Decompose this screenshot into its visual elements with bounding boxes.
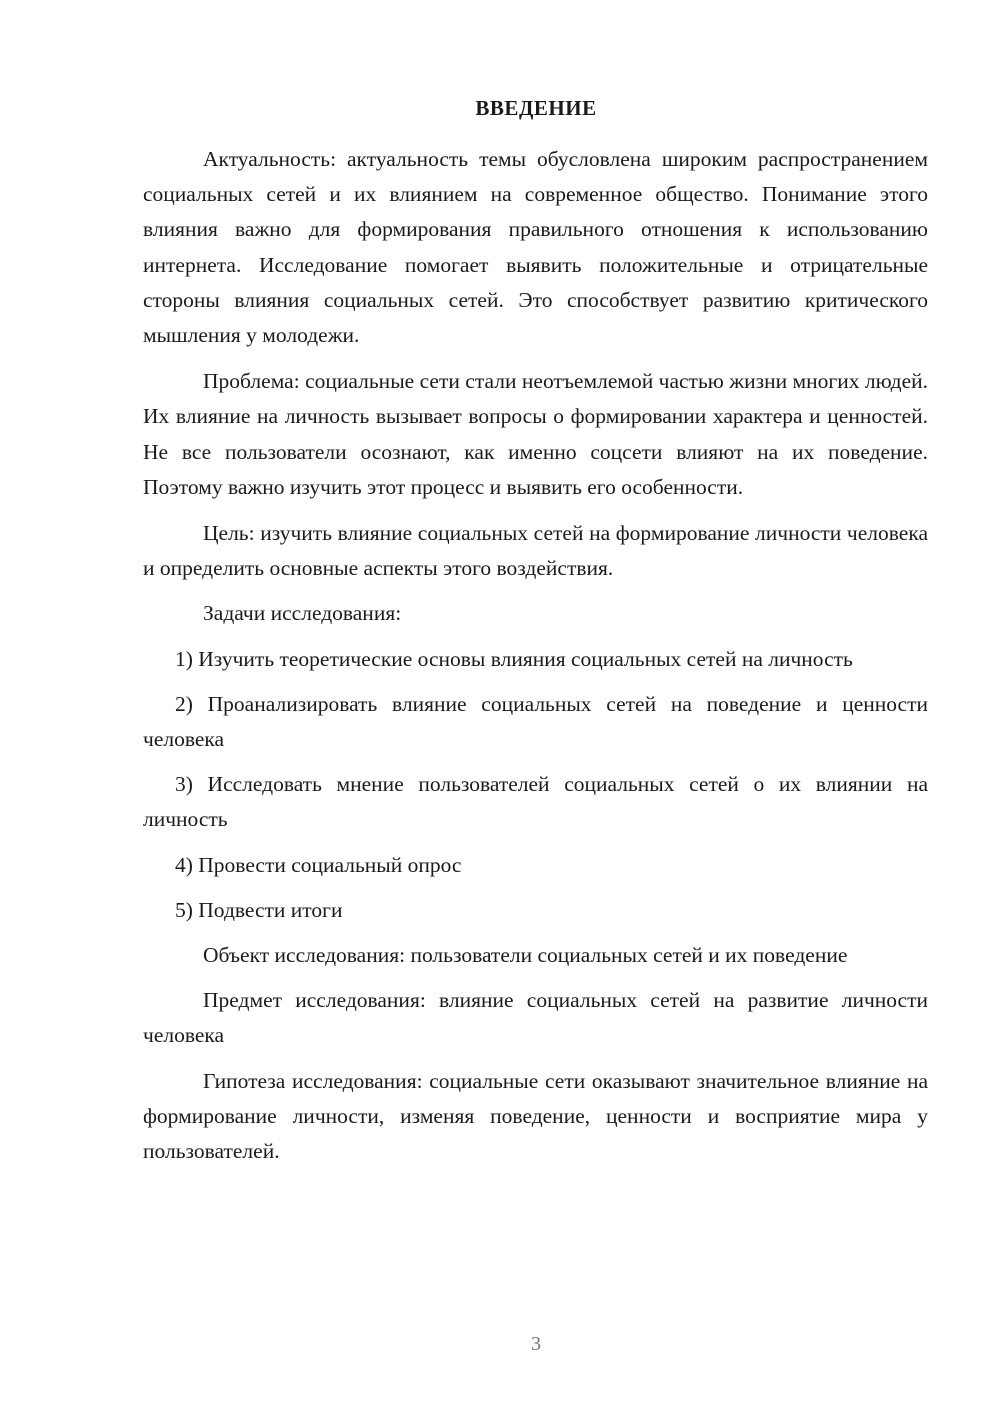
- task-item-1: 1) Изучить теоретические основы влияния социальных сетей на личность: [175, 646, 853, 671]
- task-item-5: 5) Подвести итоги: [175, 897, 343, 922]
- task-item-2: 2) Проанализировать влияние социальных сетей на поведение и ценности человека: [143, 691, 928, 752]
- section-title: ВВЕДЕНИЕ: [475, 96, 597, 120]
- subject-paragraph: Предмет исследования: влияние социальных сетей на развитие личности человека: [143, 988, 928, 1048]
- problem-paragraph: Проблема: социальные сети стали неотъемлемой частью жизни многих людей. Их влияние на личность вызывает вопросы о формировании характера и ценностей. Не все пользователи осознают, как именно соцсети влияют на их поведение. Поэтому важно изучить этот процесс и выявить его особенности.: [143, 369, 928, 499]
- object-paragraph: Объект исследования: пользователи социальных сетей и их поведение: [203, 943, 848, 968]
- tasks-heading: Задачи исследования:: [203, 601, 402, 626]
- relevance-paragraph: Актуальность: актуальность темы обусловлена широким распространением социальных сетей и их влиянием на современное общество. Понимание этого влияния важно для формирования правильного отношения к использованию интернета. Исследование помогает выявить положительные и отрицательные стороны влияния социальных сетей. Это способствует развитию критического мышления у молодежи.: [143, 147, 928, 348]
- page-number: 3: [531, 1333, 541, 1355]
- task-item-4: 4) Провести социальный опрос: [175, 852, 462, 877]
- document-body: [143, 142, 928, 1169]
- goal-paragraph: Цель: изучить влияние социальных сетей на формирование личности человека и определить основные аспекты этого воздействия.: [143, 521, 928, 581]
- hypothesis-paragraph: Гипотеза исследования: социальные сети оказывают значительное влияние на формирование личности, изменяя поведение, ценности и восприятие мира у пользователей.: [143, 1068, 928, 1164]
- task-item-3: 3) Исследовать мнение пользователей социальных сетей о их влиянии на личность: [143, 772, 928, 832]
